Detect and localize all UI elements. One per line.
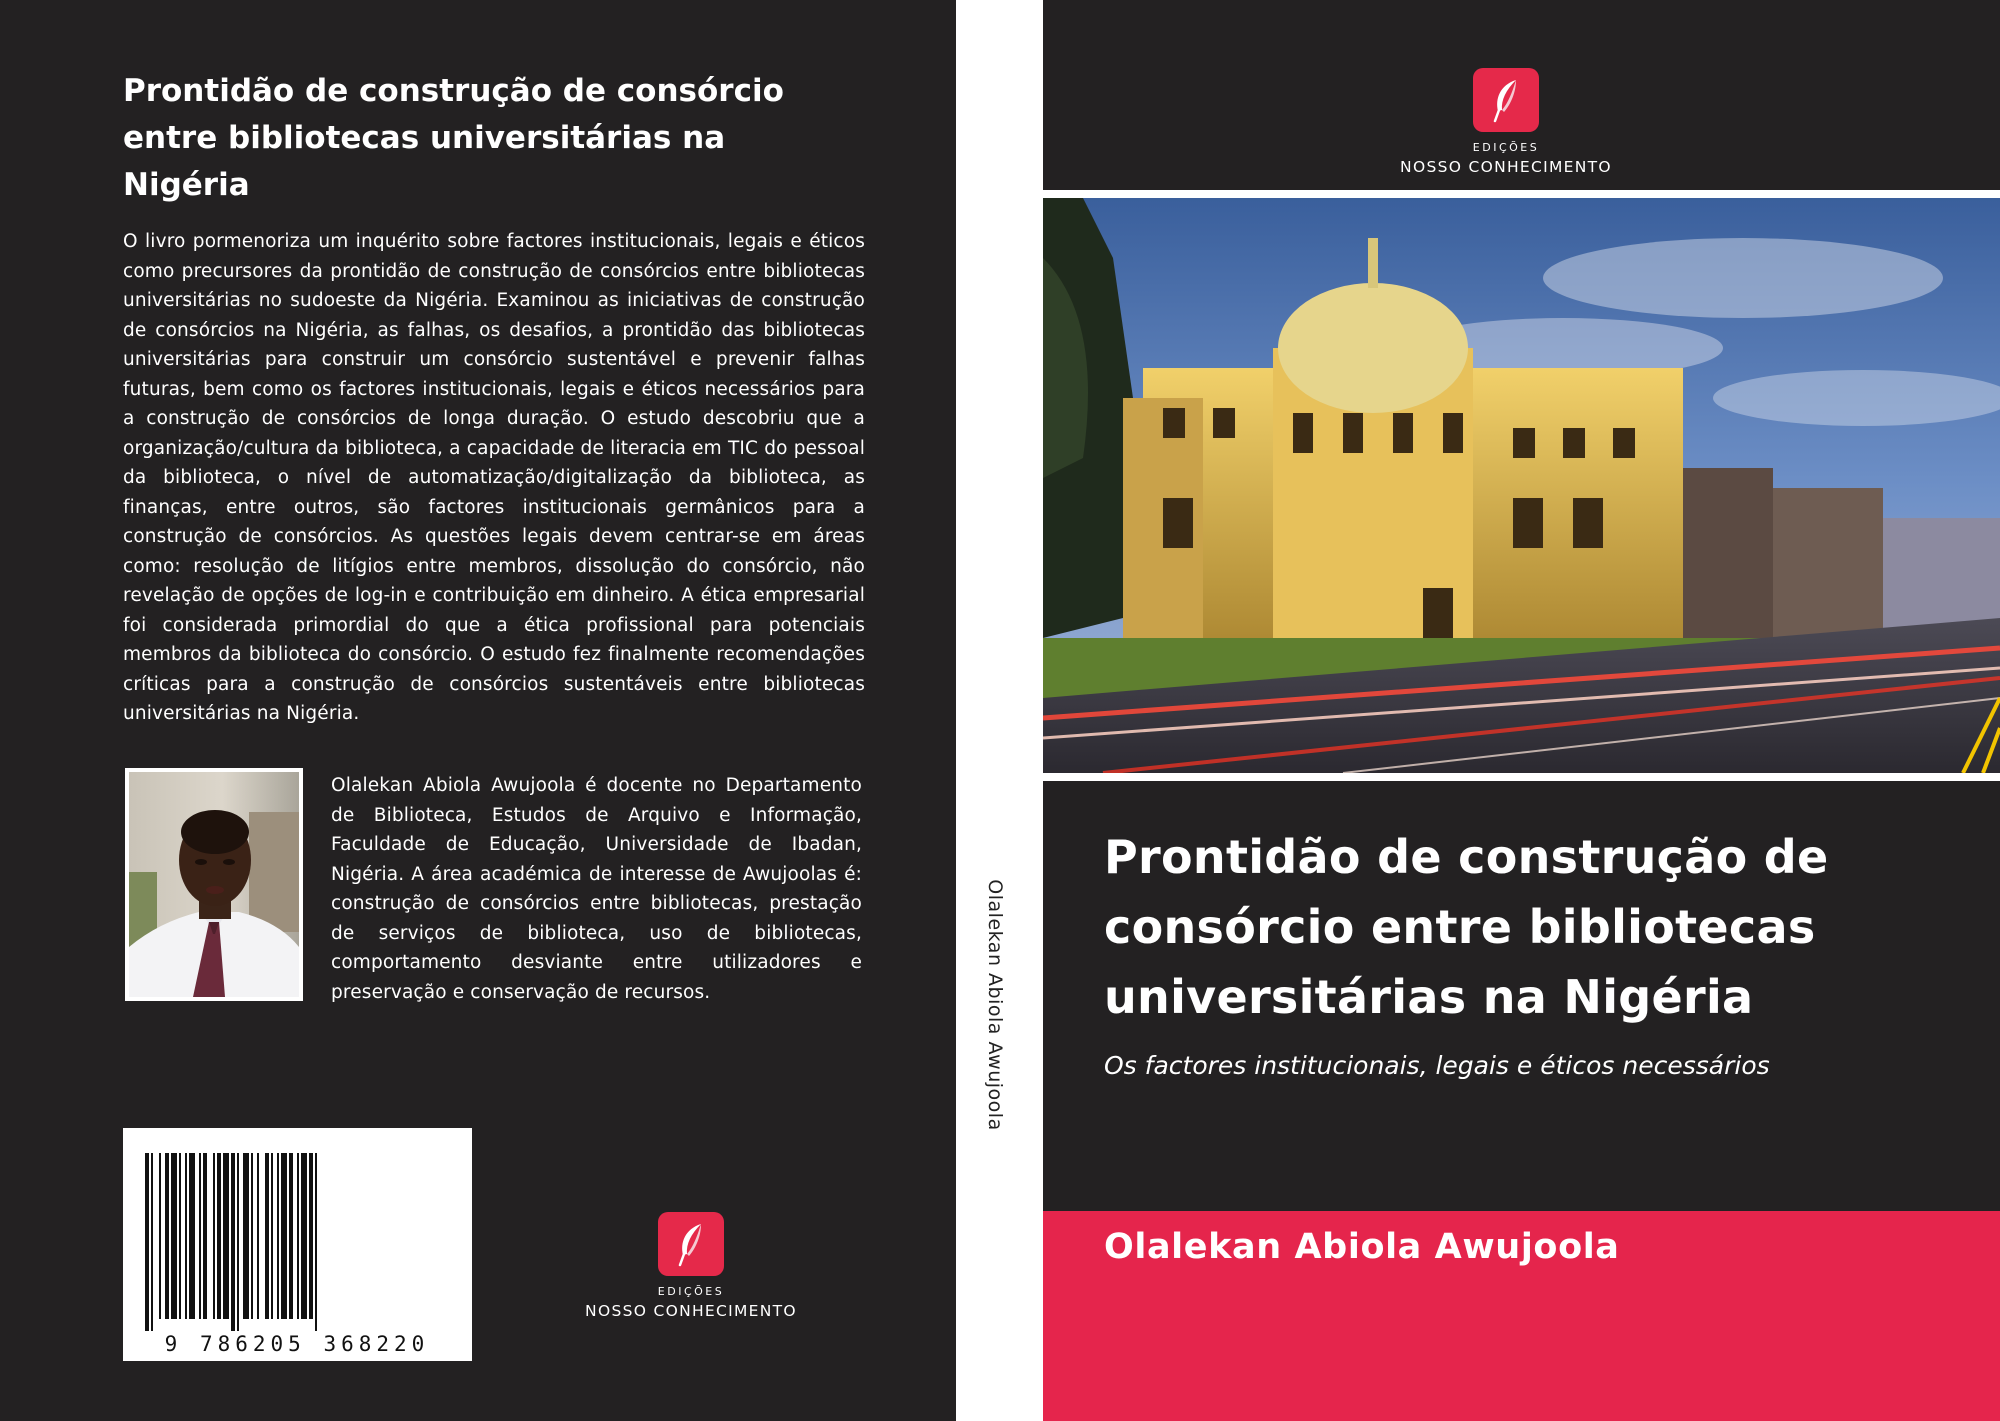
barcode-bar: [243, 1153, 249, 1319]
publisher-name: NOSSO CONHECIMENTO: [1400, 158, 1612, 176]
author-photo: [125, 768, 303, 1001]
front-cover-author: Olalekan Abiola Awujoola: [1104, 1227, 1620, 1267]
barcode-bar: [159, 1153, 161, 1319]
isbn-barcode: [123, 1128, 472, 1361]
publisher-label-small: EDIÇÕES: [657, 1285, 725, 1298]
barcode-bar: [277, 1153, 279, 1319]
barcode-bar: [185, 1153, 187, 1319]
front-cover-title: Prontidão de construção de consórcio entre bibliotecas universitárias na Nigéria: [1104, 830, 1829, 1024]
spine: [956, 0, 1043, 1421]
barcode-bar: [297, 1153, 299, 1319]
barcode-bar: [289, 1153, 293, 1319]
barcode-bar: [271, 1153, 273, 1319]
spine-author: Olalekan Abiola Awujoola: [984, 879, 1006, 1131]
barcode-bar: [281, 1153, 287, 1319]
barcode-bar: [145, 1153, 149, 1331]
author-bio: Olalekan Abiola Awujoola é docente no Departamento de Biblioteca, Estudos de Arquivo e Informação, Faculdade de Educação, Universidade de Ibadan, Nigéria. A área académica de interesse de Awujoolas é: construção de consórcios entre bibliotecas, prestação de serviços de biblioteca, uso de bibliotecas, comportamento desviante entre utilizadores e preservação e conservação de recursos.: [331, 775, 862, 1003]
barcode-bar: [217, 1153, 221, 1319]
back-cover-title: Prontidão de construção de consórcio entre bibliotecas universitárias na Nigéria: [123, 73, 784, 203]
barcode-bar: [257, 1153, 259, 1319]
back-cover-description: O livro pormenoriza um inquérito sobre factores institucionais, legais e éticos como precursores da prontidão de construção de consórcios entre bibliotecas universitárias no sudoeste da Nigéria. Examinou as iniciativas de construção de consórcios na Nigéria, as falhas, os desafios, a prontidão das bibliotecas universitárias para construir um consórcio sustentável e prevenir falhas futuras, bem como os factores institucionais, legais e éticos necessários para a construção de consórcios de longa duração. O estudo descobriu que a organização/cultura da biblioteca, a capacidade de literacia em TIC do pessoal da biblioteca, o nível de automatização/digitalização da biblioteca, as finanças, entre outros, são factores institucionais germânicos para a construção de consórcios. As questões legais devem centrar-se em áreas como: resolução de litígios entre membros, dissolução do consórcio, não revelação de opções de log-in e contribuição em dinheiro. A ética empresarial foi considerada primordial do que a ética profissional para potenciais membros da biblioteca do consórcio. O estudo fez finalmente recomendações críticas para a construção de consórcios sustentáveis entre bibliotecas universitárias na Nigéria.: [123, 231, 865, 724]
barcode-bar: [265, 1153, 269, 1319]
isbn-digits: 9 786205 368220: [164, 1332, 430, 1356]
feather-icon: [1473, 68, 1539, 132]
front-cover-subtitle: Os factores institucionais, legais e éticos necessários: [1104, 1051, 1770, 1080]
barcode-bar: [223, 1153, 229, 1319]
barcode-bar: [251, 1153, 253, 1319]
front-publisher-logo: [1376, 68, 1636, 176]
barcode-bar: [301, 1153, 307, 1319]
barcode-bar: [199, 1153, 201, 1319]
barcode-bar: [309, 1153, 313, 1319]
barcode-bar: [189, 1153, 195, 1319]
publisher-label-small: EDIÇÕES: [1472, 141, 1540, 154]
barcode-bar: [165, 1153, 169, 1319]
barcode-bar: [231, 1153, 235, 1331]
barcode-bar: [151, 1153, 153, 1331]
back-publisher-logo: [561, 1212, 821, 1320]
publisher-name: NOSSO CONHECIMENTO: [585, 1302, 797, 1320]
barcode-bar: [203, 1153, 207, 1319]
barcode-bar: [171, 1153, 177, 1319]
barcode-bar: [237, 1153, 239, 1331]
barcode-bar: [213, 1153, 215, 1319]
feather-icon: [658, 1212, 724, 1276]
cover-photo-library-building: [1043, 198, 2000, 773]
barcode-bar: [315, 1153, 317, 1331]
barcode-bar: [179, 1153, 181, 1319]
